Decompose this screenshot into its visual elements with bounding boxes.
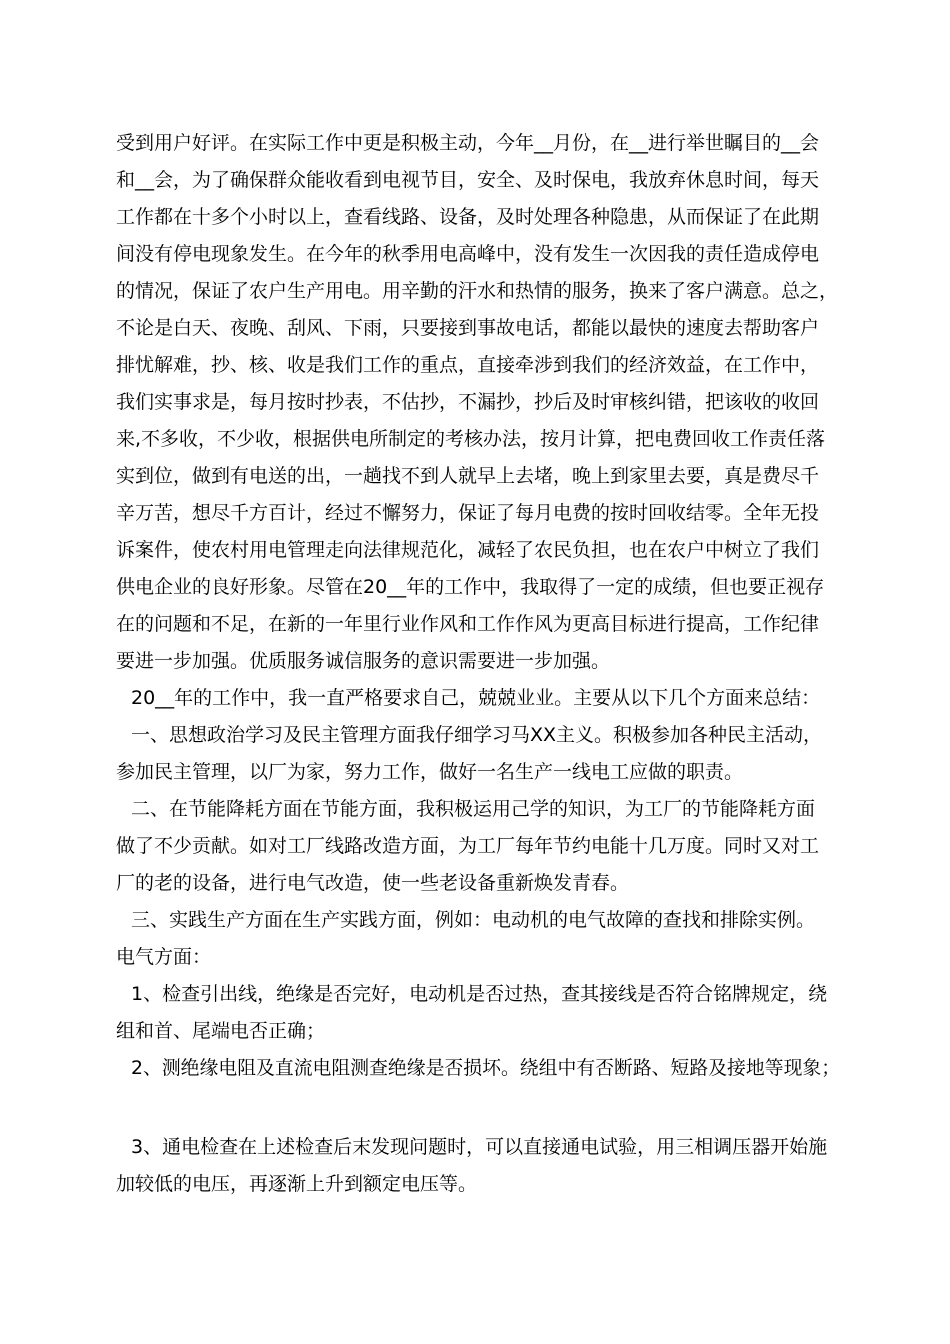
paragraph-line: 20__年的工作中，我一直严格要求自己，兢兢业业。主要从以下几个方面来总结： bbox=[131, 687, 821, 709]
paragraph-line: 要进一步加强。优质服务诚信服务的意识需要进一步加强。 bbox=[116, 650, 611, 672]
paragraph-line: 不论是白天、夜晚、刮风、下雨，只要接到事故电话，都能以最快的速度去帮助客户 bbox=[116, 317, 820, 339]
paragraph-line: 排忧解难，抄、核、收是我们工作的重点，直接牵涉到我们的经济效益，在工作中， bbox=[116, 354, 820, 376]
paragraph-line: 组和首、尾端电否正确； bbox=[116, 1020, 326, 1042]
paragraph-line: 工作都在十多个小时以上，查看线路、设备，及时处理各种隐患，从而保证了在此期 bbox=[116, 206, 820, 228]
paragraph-line: 我们实事求是，每月按时抄表，不估抄，不漏抄，抄后及时审核纠错，把该收的收回 bbox=[116, 391, 820, 413]
paragraph-line: 厂的老的设备，进行电气改造，使一些老设备重新焕发青春。 bbox=[116, 872, 630, 894]
paragraph-line: 在的问题和不足，在新的一年里行业作风和工作作风为更高目标进行提高，工作纪律 bbox=[116, 613, 820, 635]
paragraph-line: 一、思想政治学习及民主管理方面我仔细学习马XX主义。积极参加各种民主活动， bbox=[131, 724, 823, 746]
paragraph-line: 受到用户好评。在实际工作中更是积极主动，今年__月份，在__进行举世瞩目的__会 bbox=[116, 132, 820, 154]
paragraph-line: 1、检查引出线，绝缘是否完好，电动机是否过热，查其接线是否符合铭牌规定，绕 bbox=[131, 983, 828, 1005]
paragraph-line: 供电企业的良好形象。尽管在20__年的工作中，我取得了一定的成绩，但也要正视存 bbox=[116, 576, 825, 598]
paragraph-line: 的情况，保证了农户生产用电。用辛勤的汗水和热情的服务，换来了客户满意。总之， bbox=[116, 280, 839, 302]
paragraph-line: 做了不少贡献。如对工厂线路改造方面，为工厂每年节约电能十几万度。同时又对工 bbox=[116, 835, 820, 857]
paragraph-line: 电气方面： bbox=[116, 946, 212, 968]
paragraph-line: 来,不多收，不少收，根据供电所制定的考核办法，按月计算，把电费回收工作责任落 bbox=[116, 428, 826, 450]
paragraph-line: 3、通电检查在上述检查后末发现问题时，可以直接通电试验，用三相调压器开始施 bbox=[131, 1136, 828, 1158]
paragraph-line: 诉案件，使农村用电管理走向法律规范化，减轻了农民负担，也在农户中树立了我们 bbox=[116, 539, 820, 561]
paragraph-line: 参加民主管理，以厂为家，努力工作，做好一名生产一线电工应做的职责。 bbox=[116, 761, 744, 783]
paragraph-line: 二、在节能降耗方面在节能方面，我积极运用己学的知识，为工厂的节能降耗方面 bbox=[131, 798, 816, 820]
paragraph-line: 实到位，做到有电送的出，一趟找不到人就早上去堵，晚上到家里去要，真是费尽千 bbox=[116, 465, 820, 487]
paragraph-line: 和__会，为了确保群众能收看到电视节目，安全、及时保电，我放弃休息时间，每天 bbox=[116, 169, 820, 191]
paragraph-line: 2、测绝缘电阻及直流电阻测查绝缘是否损坏。绕组中有否断路、短路及接地等现象； bbox=[131, 1057, 841, 1079]
paragraph-line: 三、实践生产方面在生产实践方面，例如：电动机的电气故障的查找和排除实例。 bbox=[131, 909, 816, 931]
paragraph-line: 加较低的电压，再逐渐上升到额定电压等。 bbox=[116, 1173, 478, 1195]
paragraph-line: 间没有停电现象发生。在今年的秋季用电高峰中，没有发生一次因我的责任造成停电 bbox=[116, 243, 820, 265]
paragraph-line: 辛万苦，想尽千方百计，经过不懈努力，保证了每月电费的按时回收结零。全年无投 bbox=[116, 502, 820, 524]
